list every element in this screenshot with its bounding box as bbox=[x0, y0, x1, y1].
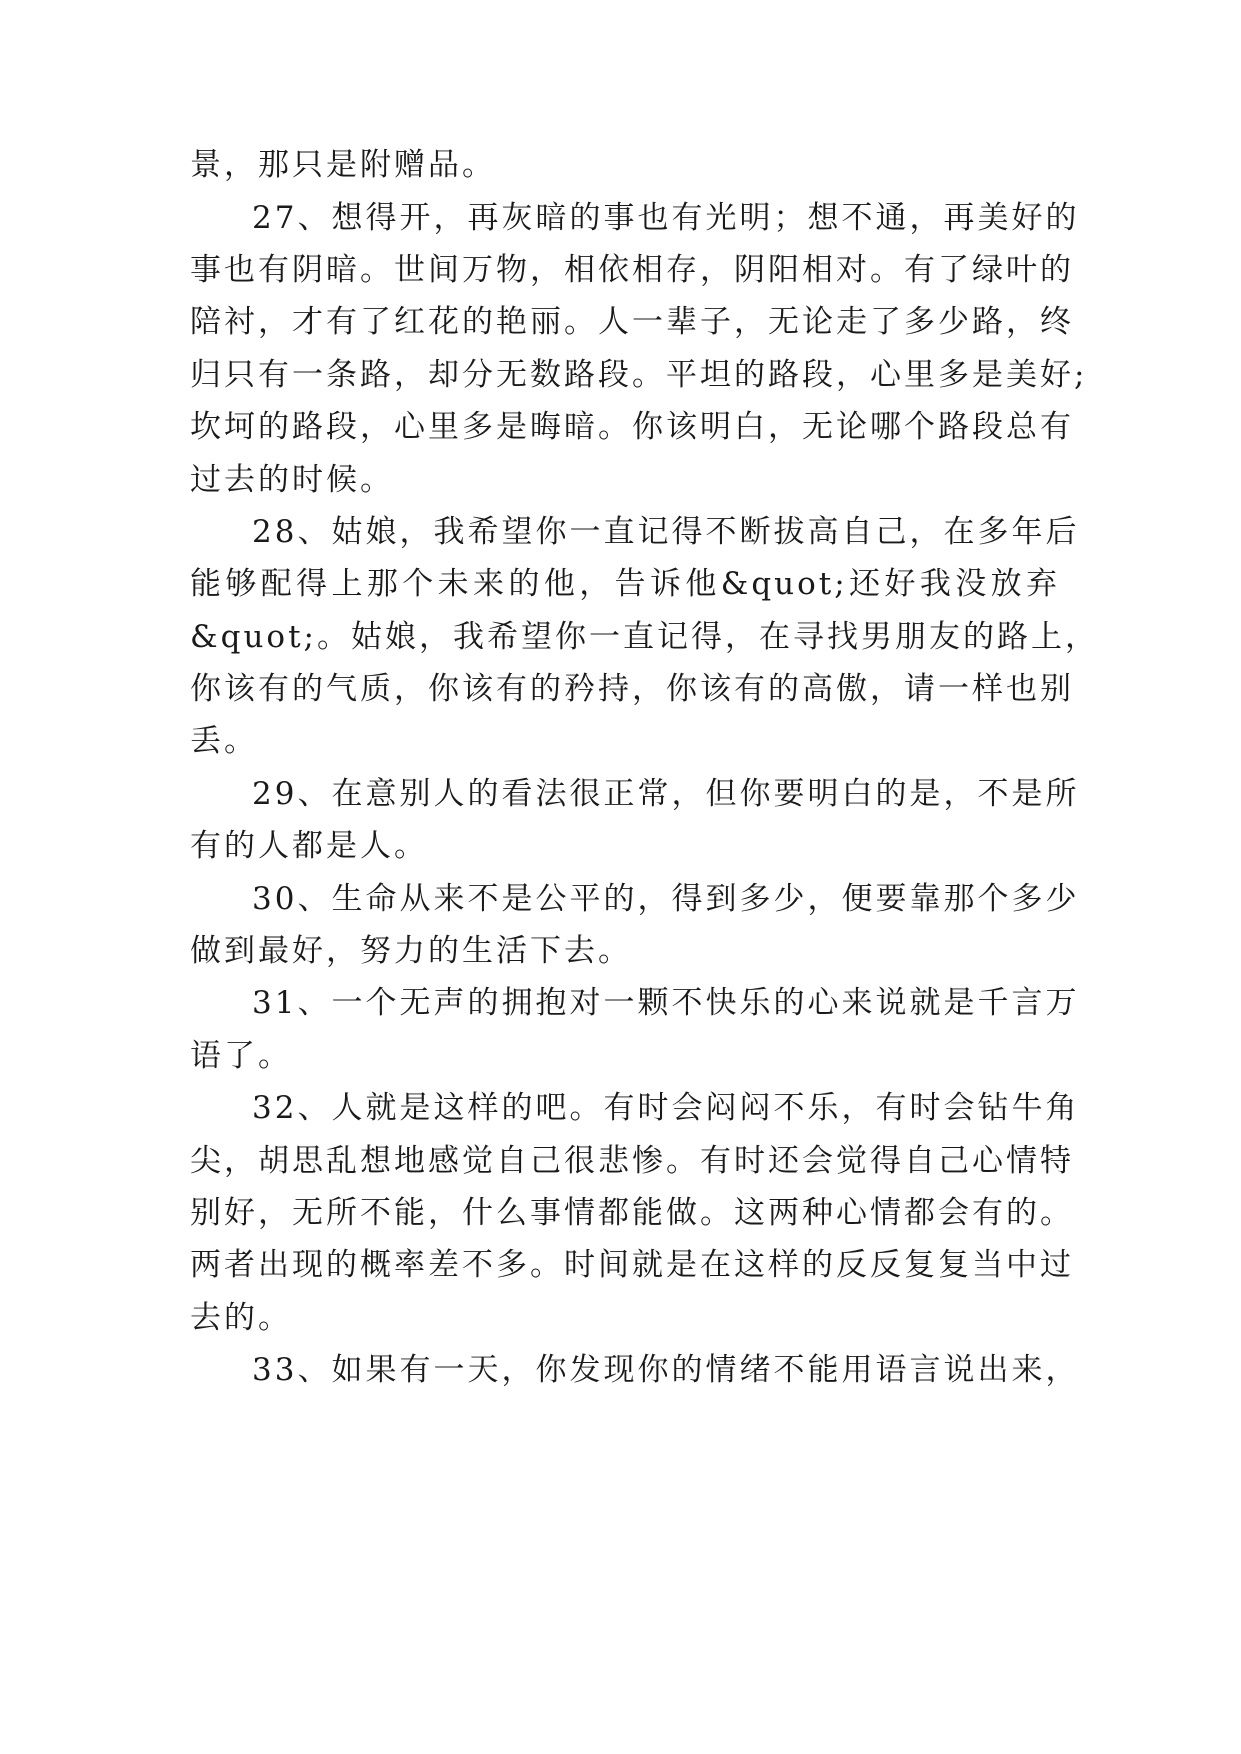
text-line: 语了。 bbox=[190, 1038, 292, 1074]
text-line: &quot;。姑娘，我希望你一直记得，在寻找男朋友的路上， bbox=[190, 619, 1099, 655]
text-line: 有的人都是人。 bbox=[190, 828, 428, 864]
text-line: 归只有一条路，却分无数路段。平坦的路段，心里多是美好; bbox=[190, 357, 1088, 393]
text-line: 做到最好，努力的生活下去。 bbox=[190, 933, 632, 969]
text-line: 尖，胡思乱想地感觉自己很悲惨。有时还会觉得自己心情特 bbox=[190, 1143, 1074, 1179]
text-line: 事也有阴暗。世间万物，相依相存，阴阳相对。有了绿叶的 bbox=[190, 252, 1074, 288]
text-line: 27、想得开，再灰暗的事也有光明；想不通，再美好的 bbox=[252, 200, 1080, 236]
text-line: 30、生命从来不是公平的，得到多少，便要靠那个多少 bbox=[252, 881, 1080, 917]
text-line: 33、如果有一天，你发现你的情绪不能用语言说出来， bbox=[252, 1352, 1080, 1388]
text-line: 坎坷的路段，心里多是晦暗。你该明白，无论哪个路段总有 bbox=[190, 409, 1074, 445]
text-line: 29、在意别人的看法很正常，但你要明白的是，不是所 bbox=[252, 776, 1080, 812]
text-line: 两者出现的概率差不多。时间就是在这样的反反复复当中过 bbox=[190, 1247, 1074, 1283]
text-line: 能够配得上那个未来的他，告诉他&quot;还好我没放弃 bbox=[190, 566, 1060, 602]
text-line: 丢。 bbox=[190, 723, 258, 759]
text-line: 别好，无所不能，什么事情都能做。这两种心情都会有的。 bbox=[190, 1195, 1074, 1231]
text-line: 过去的时候。 bbox=[190, 462, 394, 498]
text-line: 景，那只是附赠品。 bbox=[190, 147, 496, 183]
text-line: 去的。 bbox=[190, 1300, 292, 1336]
text-line: 陪衬，才有了红花的艳丽。人一辈子，无论走了多少路，终 bbox=[190, 304, 1074, 340]
text-line: 32、人就是这样的吧。有时会闷闷不乐，有时会钻牛角 bbox=[252, 1090, 1080, 1126]
text-line: 31、一个无声的拥抱对一颗不快乐的心来说就是千言万 bbox=[252, 985, 1080, 1021]
text-line: 28、姑娘，我希望你一直记得不断拔高自己，在多年后 bbox=[252, 514, 1080, 550]
text-line: 你该有的气质，你该有的矜持，你该有的高傲，请一样也别 bbox=[190, 671, 1074, 707]
